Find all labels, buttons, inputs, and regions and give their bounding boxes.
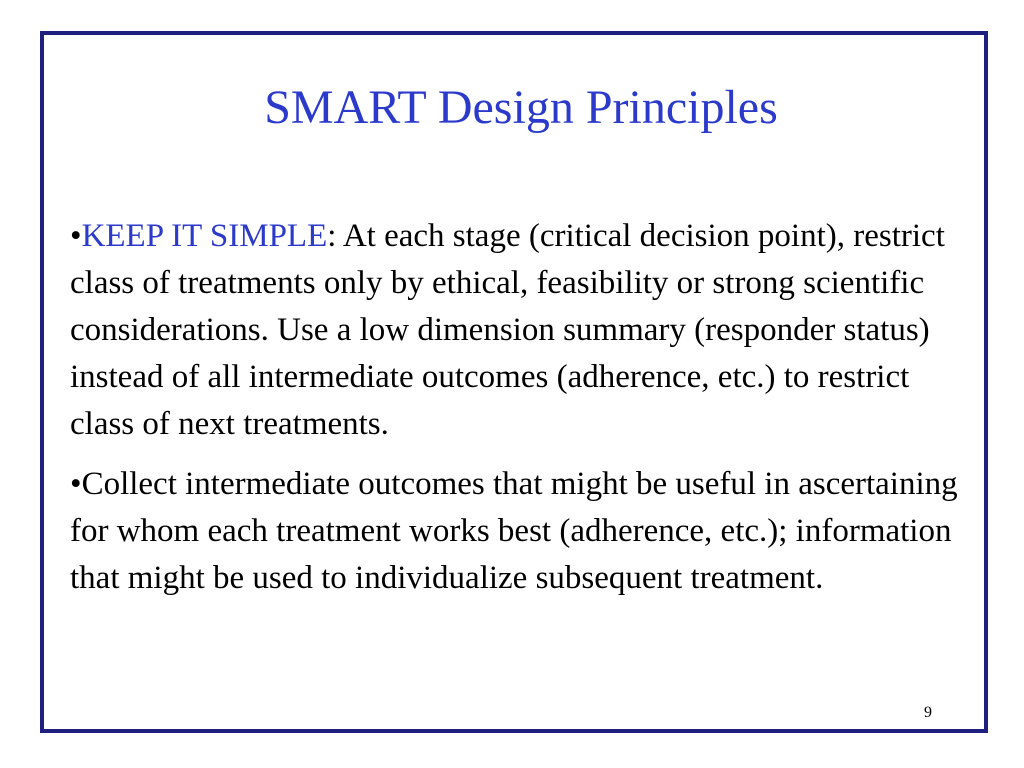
bullet-text-2: Collect intermediate outcomes that might be useful in ascertaining for whom each treatment works best (adherence, etc.); information that might be used to individualize subsequent treatment. [70,466,958,596]
slide-title: SMART Design Principles [264,81,778,134]
bullet-marker-1: • [70,218,82,254]
slide-body [70,213,970,602]
page-number: 9 [924,704,932,721]
bullet-paragraph-2 [70,461,970,602]
keep-it-simple-keyword: KEEP IT SIMPLE [81,218,328,254]
bullet-paragraph-1 [70,213,970,448]
bullet-text-1: : At each stage (critical decision point), restrict class of treatments only by ethical, feasibility or strong scientific considerations. Use a low dimension summary (responder status) instead of all intermediate outcomes (adherence, etc.) to restrict class of next treatments. [70,218,945,442]
bullet-marker-2: • [70,466,82,502]
